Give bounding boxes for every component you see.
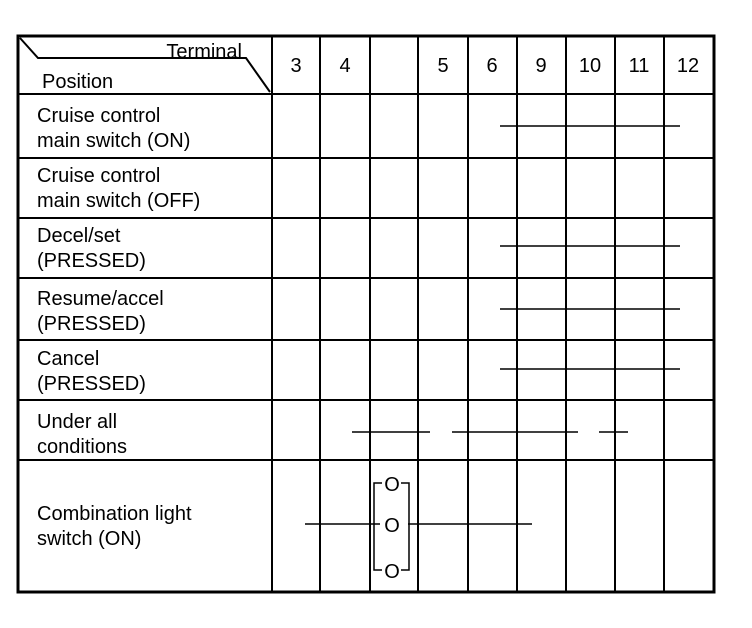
terminal-number: 12	[676, 55, 700, 77]
terminal-number: 5	[437, 55, 449, 77]
row-label-line: Cancel	[37, 348, 100, 370]
row-label-line: (PRESSED)	[37, 373, 146, 395]
terminal-number: 9	[535, 55, 547, 77]
bulb-icon: O	[384, 515, 400, 537]
row-label-line: main switch (ON)	[37, 130, 191, 152]
terminal-number: 6	[486, 55, 498, 77]
row-label-line: Decel/set	[37, 225, 121, 247]
position-labels	[37, 105, 200, 550]
row-label-line: switch (ON)	[37, 528, 142, 550]
bulb-icon: O	[384, 561, 400, 583]
row-label-line: Under all	[37, 411, 118, 433]
row-label-line: (PRESSED)	[37, 313, 146, 335]
terminal-number: 4	[339, 55, 351, 77]
continuity-lines	[305, 106, 680, 524]
bulb-icon: O	[384, 474, 400, 496]
row-label-line: Cruise control	[37, 105, 161, 127]
position-header-label: Position	[42, 71, 114, 93]
row-label-line: Cruise control	[37, 165, 161, 187]
terminal-numbers	[290, 55, 699, 77]
bulb-symbol	[374, 474, 409, 583]
row-label-line: conditions	[37, 436, 128, 458]
column-dividers	[272, 36, 664, 592]
terminal-number: 3	[290, 55, 302, 77]
row-label-line: (PRESSED)	[37, 250, 146, 272]
terminal-number: 11	[628, 55, 650, 77]
terminal-number: 10	[578, 55, 602, 77]
row-label-line: main switch (OFF)	[37, 190, 201, 212]
row-label-line: Resume/accel	[37, 288, 164, 310]
terminal-header-label: Terminal	[166, 41, 242, 63]
row-label-line: Combination light	[37, 503, 192, 525]
